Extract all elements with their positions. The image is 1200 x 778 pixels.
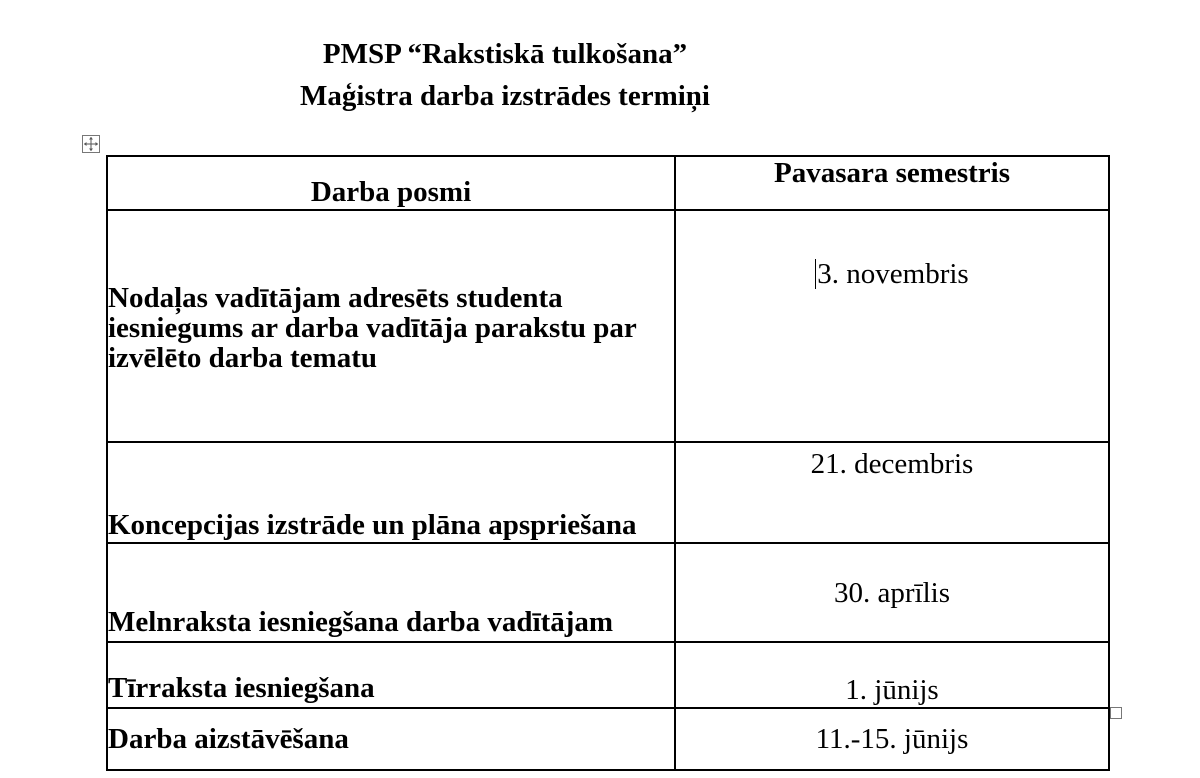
deadline-text: 3. novembris: [817, 258, 969, 290]
stage-cell[interactable]: Koncepcijas izstrāde un plāna apspriešana: [107, 442, 675, 543]
deadline-cell[interactable]: 30. aprīlis: [675, 543, 1109, 642]
table-move-icon[interactable]: [82, 135, 100, 153]
header-semester[interactable]: Pavasara semestris: [675, 156, 1109, 210]
table-row: [107, 210, 1109, 442]
stage-cell[interactable]: Darba aizstāvēšana: [107, 708, 675, 770]
document-subtitle: Maģistra darba izstrādes termiņi: [300, 80, 710, 112]
deadline-cell[interactable]: 1. jūnijs: [675, 642, 1109, 708]
stage-cell[interactable]: Melnraksta iesniegšana darba vadītājam: [107, 543, 675, 642]
deadline-cell[interactable]: 21. decembris: [675, 442, 1109, 543]
document-title: PMSP “Rakstiskā tulkošana”: [322, 38, 688, 70]
table-row: [107, 708, 1109, 770]
table-row: [107, 642, 1109, 708]
table-header-row: [107, 156, 1109, 210]
stage-cell[interactable]: Tīrraksta iesniegšana: [107, 642, 675, 708]
table-row: [107, 442, 1109, 543]
table-resize-icon[interactable]: [1110, 707, 1122, 719]
deadline-cell[interactable]: [675, 210, 1109, 442]
deadlines-table: [106, 155, 1110, 771]
table-row: [107, 543, 1109, 642]
stage-cell[interactable]: Nodaļas vadītājam adresēts studenta iesniegums ar darba vadītāja parakstu par izvēlēto darba tematu: [107, 210, 675, 442]
deadline-cell[interactable]: 11.-15. jūnijs: [675, 708, 1109, 770]
header-stages[interactable]: Darba posmi: [107, 156, 675, 210]
